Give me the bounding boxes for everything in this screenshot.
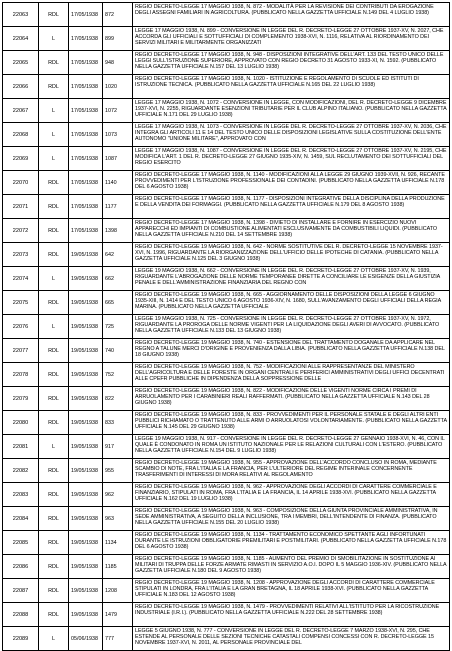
record-number-cell: 917 — [103, 435, 133, 459]
record-date-cell: 17/05/1938 — [69, 171, 103, 195]
record-type-cell: RDL — [39, 387, 69, 411]
record-type-cell: RDL — [39, 507, 69, 531]
table-row — [3, 147, 450, 171]
record-number-cell: 740 — [103, 339, 133, 363]
record-type-cell: RDL — [39, 339, 69, 363]
table-row — [3, 483, 450, 507]
record-type-cell: RDL — [39, 459, 69, 483]
record-id-cell: 22085 — [3, 531, 39, 555]
record-id-cell: 22063 — [3, 3, 39, 27]
record-id-cell: 22067 — [3, 99, 39, 123]
record-type-cell: RDL — [39, 579, 69, 603]
record-text-cell: LEGGE 19 MAGGIO 1938, N. 917 - CONVERSIONE IN LEGGE DEL R. DECRETO-LEGGE 27 GENNAIO 1938-XVI, N. 46, CON IL QUALE È CONDONATO IN ROMA UN ISTITUTO NAZIONALE PER LE RELAZIONI CULTURALI CON L'ESTERO. (PUBBLICATO NELLA GAZZETTA UFFICIALE N.154 DEL 9 LUGLIO 1938) — [133, 435, 450, 459]
record-text-cell: REGIO DECRETO-LEGGE 19 MAGGIO 1938, N. 740 - ESTENSIONE DEL TRATTAMENTO DOGANALE DA APPLICARE NEL REGNO A TALUNE MERCI D'ORIGINE E PROVENIENZA DALLA LIBIA. (PUBBLICATO NELLA GAZZETTA UFFICIALE N.138 DEL 18 GIUGNO 1938) — [133, 339, 450, 363]
record-number-cell: 1072 — [103, 99, 133, 123]
record-date-cell: 17/05/1938 — [69, 75, 103, 99]
record-date-cell: 19/05/1938 — [69, 291, 103, 315]
table-row — [3, 99, 450, 123]
table-row — [3, 267, 450, 291]
record-text-cell: REGIO DECRETO-LEGGE 19 MAGGIO 1938, N. 822 - MODIFICAZIONE DELLE VIGENTI NORME CIRCA I PREMI DI ARRUOLAMENTO PER I CARABINIERI REALI RAFFERMATI. (PUBBLICATO NELLA GAZZETTA UFFICIALE N.143 DEL 28 GIUGNO 1938) — [133, 387, 450, 411]
record-id-cell: 22077 — [3, 339, 39, 363]
table-row — [3, 531, 450, 555]
record-type-cell: RDL — [39, 75, 69, 99]
record-type-cell: RDL — [39, 51, 69, 75]
record-id-cell: 22082 — [3, 459, 39, 483]
record-id-cell: 22086 — [3, 555, 39, 579]
record-type-cell: L — [39, 267, 69, 291]
record-text-cell: REGIO DECRETO-LEGGE 17 MAGGIO 1938, N. 1020 - ISTITUZIONE E REGOLAMENTO DI SCUOLE ED ISTITUTI DI ISTRUZIONE TECNICA. (PUBBLICATO NELLA GAZZETTA UFFICIALE N.165 DEL 22 LUGLIO 1938) — [133, 75, 450, 99]
record-number-cell: 642 — [103, 243, 133, 267]
record-id-cell: 22068 — [3, 123, 39, 147]
record-date-cell: 17/05/1938 — [69, 219, 103, 243]
record-id-cell: 22069 — [3, 147, 39, 171]
record-text-cell: REGIO DECRETO-LEGGE 19 MAGGIO 1938, N. 955 - APPROVAZIONE DELL'ACCORDO CONCLUSO IN ROMA, MEDIANTE SCAMBIO DI NOTE, FRA L'ITALIA E LA FRANCIA, PER L'ULTERIORE DEL REGIME INTERINALE CONCERNENTE TRASFERIMENTI DI INTERESSI DI MORA RELATIVI AL REGOLAMENTO — [133, 459, 450, 483]
table-row — [3, 195, 450, 219]
table-row — [3, 315, 450, 339]
record-id-cell: 22087 — [3, 579, 39, 603]
table-row — [3, 243, 450, 267]
record-text-cell: REGIO DECRETO-LEGGE 17 MAGGIO 1938, N. 1398 - DIVIETO DI INSTALLARE E FORNIRE IN ESERCIZIO NUOVI APPARECCHI ED IMPIANTI DI COMBUSTIONE ALIMENTATI ESCLUSIVAMENTE DA COMBUSTIBILI LIQUIDI. (PUBBLICATO NELLA GAZZETTA UFFICIALE N.210 DEL 14 SETTEMBRE 1938) — [133, 219, 450, 243]
record-date-cell: 19/05/1938 — [69, 387, 103, 411]
table-row — [3, 435, 450, 459]
record-type-cell: L — [39, 315, 69, 339]
record-text-cell: REGIO DECRETO-LEGGE 19 MAGGIO 1938, N. 665 - AGGIORNAMENTO DELLE DISPOSIZIONI DELLA LEGGE 6 GIUGNO 1935-XIII, N. 1414 E DEL TESTO UNICO 6 AGOSTO 1936-XIV, N. 1680, SULL'AVANZAMENTO DEGLI UFFICIALI DELLA REGIA MARINA. (PUBBLICATO NELLA GAZZETTA UFFICIALE — [133, 291, 450, 315]
table-row — [3, 411, 450, 435]
record-type-cell: RDL — [39, 531, 69, 555]
record-number-cell: 963 — [103, 507, 133, 531]
record-number-cell: 899 — [103, 27, 133, 51]
record-id-cell: 22074 — [3, 267, 39, 291]
record-number-cell: 1208 — [103, 579, 133, 603]
record-date-cell: 19/05/1938 — [69, 339, 103, 363]
record-type-cell: RDL — [39, 483, 69, 507]
table-row — [3, 123, 450, 147]
record-type-cell: RDL — [39, 195, 69, 219]
record-text-cell: LEGGE 5 GIUGNO 1938, N. 777 - CONVERSIONE IN LEGGE DEL R. DECRETO-LEGGE 7 MARZO 1938-XVI, N. 295, CHE ESTENDE AL PERSONALE DELLE SEZIONI TECNICHE CATASTALI COMPENSI CONCESSI CON R. DECRETO-LEGGE 15 NOVEMBRE 1937-XVI, N. 2011, AL PERSONALE PROVINCIALE DEL — [133, 627, 450, 651]
record-number-cell: 1020 — [103, 75, 133, 99]
record-text-cell: REGIO DECRETO-LEGGE 19 MAGGIO 1938, N. 962 - APPROVAZIONE DEGLI ACCORDI DI CARATTERE COMMERCIALE E FINANZIARIO, STIPULATI IN ROMA, FRA L'ITALIA E LA FRANCIA, IL 14 APRILE 1938-XVI. (PUBBLICATO NELLA GAZZETTA UFFICIALE N.162 DEL 19 LUGLIO 1938) — [133, 483, 450, 507]
record-date-cell: 17/05/1938 — [69, 99, 103, 123]
record-number-cell: 1479 — [103, 603, 133, 627]
record-id-cell: 22080 — [3, 411, 39, 435]
record-number-cell: 662 — [103, 267, 133, 291]
table-row — [3, 459, 450, 483]
record-type-cell: RDL — [39, 291, 69, 315]
record-number-cell: 1185 — [103, 555, 133, 579]
record-date-cell: 17/05/1938 — [69, 123, 103, 147]
record-text-cell: REGIO DECRETO-LEGGE 17 MAGGIO 1938, N. 872 - MODALITÀ PER LA REVISIONE DEI CONTRIBUTI DA EROGAZIONE DEGLI ASSEGNI FAMILIARI IN AGRICOLTURA. (PUBBLICATO NELLA GAZZETTA UFFICIALE N.149 DEL 4 LUGLIO 1938) — [133, 3, 450, 27]
record-date-cell: 19/05/1938 — [69, 267, 103, 291]
record-text-cell: REGIO DECRETO-LEGGE 19 MAGGIO 1938, N. 963 - COMPOSIZIONE DELLA GIUNTA PROVINCIALE AMMINISTRATIVA, IN SEDE AMMINISTRATIVA, A SEGUITO DELLA INCLUSIONE, TRA I MEMBRI, DELL'INTENDENTE DI FINANZA. (PUBBLICATO NELLA GAZZETTA UFFICIALE N.155 DEL 20 LUGLIO 1938) — [133, 507, 450, 531]
record-text-cell: REGIO DECRETO-LEGGE 17 MAGGIO 1938, N. 948 - DISPOSIZIONI INTEGRATIVE DELL'ART. 133 DEL TESTO UNICO DELLE LEGGI SULL'ISTRUZIONE SUPERIORE, APPROVATO CON REGIO DECRETO 31 AGOSTO 1933-XI, N. 1592. (PUBBLICATO NELLA GAZZETTA UFFICIALE N.157 DEL 13 LUGLIO 1938) — [133, 51, 450, 75]
record-type-cell: RDL — [39, 363, 69, 387]
table-row — [3, 291, 450, 315]
record-number-cell: 822 — [103, 387, 133, 411]
table-row — [3, 171, 450, 195]
record-date-cell: 19/05/1938 — [69, 315, 103, 339]
record-date-cell: 19/05/1938 — [69, 483, 103, 507]
table-row — [3, 627, 450, 651]
table-row — [3, 363, 450, 387]
record-text-cell: LEGGE 17 MAGGIO 1938, N. 1073 - CONVERSIONE IN LEGGE DEL R. DECRETO-LEGGE 27 OTTOBRE 1937-XV, N. 2036, CHE INTEGRA GLI ARTICOLI 11 E 14 DEL TESTO UNICO DELLE DISPOSIZIONI LEGISLATIVE SULLA COSTITUZIONE DELL'ENTE AUTONOMO "UNIONE MILITARE", APPROVATO CON — [133, 123, 450, 147]
record-date-cell: 19/05/1938 — [69, 555, 103, 579]
record-text-cell: REGIO DECRETO-LEGGE 19 MAGGIO 1938, N. 752 - MODIFICAZIONI ALLE RAPPRESENTANZE DEL MINISTERO DELL'AGRICOLTURA E DELLE FORESTE IN ORGANI CENTRALI E PERIFERICI AMMINISTRATIVI DEGLI UFFICI DECENTRATI ALLE CPEFR PUBBLICHE IN DIPENDENZA DELLA SOPPRESSIONE DELLE — [133, 363, 450, 387]
record-text-cell: REGIO DECRETO-LEGGE 17 MAGGIO 1938, N. 1177 - DISPOSIZIONI INTEGRATIVE DELLA DISCIPLINA DELLA PRODUZIONE E DELLA VENDITA DEI FORMAGGI. (PUBBLICATO NELLA GAZZETTA UFFICIALE N.179 DEL 8 AGOSTO 1938) — [133, 195, 450, 219]
table-row — [3, 603, 450, 627]
record-number-cell: 955 — [103, 459, 133, 483]
record-type-cell: RDL — [39, 3, 69, 27]
record-date-cell: 19/05/1938 — [69, 435, 103, 459]
record-type-cell: RDL — [39, 171, 69, 195]
table-row — [3, 507, 450, 531]
table-row — [3, 51, 450, 75]
record-type-cell: L — [39, 27, 69, 51]
record-text-cell: REGIO DECRETO-LEGGE 19 MAGGIO 1938, N. 1134 - TRATTAMENTO ECONOMICO SPETTANTE AGLI INFORTUNATI DURANTE LE ISTRUZIONI OBBLIGATORIE PREMILITARI E POSTMILITARI. (PUBBLICATO NELLA GAZZETTA UFFICIALE N.178 DEL 6 AGOSTO 1938) — [133, 531, 450, 555]
record-date-cell: 17/05/1938 — [69, 27, 103, 51]
record-text-cell: REGIO DECRETO-LEGGE 19 MAGGIO 1938, N. 642 - NORME SOSTITUTIVE DEL R. DECRETO-LEGGE 15 NOVEMBRE 1937-XVI, N. 1996, RIGUARDANTE LA RIORGANIZZAZIONE DELL'UFFICIO DELLE IPOTECHE DI CATANIA. (PUBBLICATO NELLA GAZZETTA UFFICIALE N.125 DEL 3 GIUGNO 1938) — [133, 243, 450, 267]
record-id-cell: 22073 — [3, 243, 39, 267]
record-id-cell: 22081 — [3, 435, 39, 459]
record-text-cell: LEGGE 19 MAGGIO 1938, N. 725 - CONVERSIONE IN LEGGE DEL R. DECRETO-LEGGE 27 OTTOBRE 1937-XV, N. 1972, RIGUARDANTE LA PROROGA DELLE NORME VIGENTI PER LA LIQUIDAZIONE DEGLI AVERI DI AVVOCATO. (PUBBLICATO NELLA GAZZETTA UFFICIALE N.133 DEL 13 GIUGNO 1938) — [133, 315, 450, 339]
table-row — [3, 3, 450, 27]
record-date-cell: 19/05/1938 — [69, 531, 103, 555]
record-number-cell: 872 — [103, 3, 133, 27]
record-date-cell: 19/05/1938 — [69, 459, 103, 483]
record-date-cell: 19/05/1938 — [69, 579, 103, 603]
table-row — [3, 387, 450, 411]
record-text-cell: LEGGE 17 MAGGIO 1938, N. 1072 - CONVERSIONE IN LEGGE, CON MODIFICAZIONI, DEL R. DECRETO-LEGGE 9 DICEMBRE 1937-XVI, N. 2255, RIGUARDANTE ESENZIONI TRIBUTARIE PER IL CLUB ALPINO ITALIANO. (PUBBLICATO NELLA GAZZETTA UFFICIALE N.171 DEL 29 LUGLIO 1938) — [133, 99, 450, 123]
table-row — [3, 75, 450, 99]
record-text-cell: LEGGE 17 MAGGIO 1938, N. 899 - CONVERSIONE IN LEGGE DEL R. DECRETO-LEGGE 27 OTTOBRE 1937-XV, N. 2027, CHE ACCORDA GLI UFFICIALI E SOTTUFFICIALI DI COMPLEMENTO 1938-XVI, N. 1116, RELATIVA AL RIORDINAMENTO DEI SERVIZI MILITARI E MILITARMENTE ORGANIZZATI — [133, 27, 450, 51]
record-id-cell: 22089 — [3, 627, 39, 651]
record-number-cell: 725 — [103, 315, 133, 339]
record-date-cell: 17/05/1938 — [69, 3, 103, 27]
record-id-cell: 22083 — [3, 483, 39, 507]
record-text-cell: REGIO DECRETO-LEGGE 17 MAGGIO 1938, N. 1140 - MODIFICAZIONI ALLA LEGGE 29 GIUGNO 1939-XVII, N. 926, RECANTE PROVVEDIMENTI PER L'ISTRUZIONE PROFESSIONALE DEI CONTADINI. (PUBBLICATO NELLA GAZZETTA UFFICIALE N.178 DEL 6 AGOSTO 1938) — [133, 171, 450, 195]
law-index-table — [2, 2, 450, 651]
record-text-cell: REGIO DECRETO-LEGGE 19 MAGGIO 1938, N. 1479 - PROVVEDIMENTI RELATIVI ALL'ISTITUTO PER LA RICOSTRUZIONE INDUSTRIALE (I.R.I.). (PUBBLICATO NELLA GAZZETTA UFFICIALE N.222 DEL 28 SETTEMBRE 1938) — [133, 603, 450, 627]
record-number-cell: 1140 — [103, 171, 133, 195]
record-text-cell: REGIO DECRETO-LEGGE 19 MAGGIO 1938, N. 1185 - AUMENTO DEL PREMIO DI SMOBILITAZIONE IN SOSTITUZIONE AI MILITARI DI TRUPPA DELLE FORZE ARMATE RIMASTI IN SERVIZIO A.O.I. DOPO IL 5 MAGGIO 1936-XIV. (PUBBLICATO NELLA GAZZETTA UFFICIALE N.180 DEL 9 AGOSTO 1938) — [133, 555, 450, 579]
record-date-cell: 17/05/1938 — [69, 51, 103, 75]
record-date-cell: 19/05/1938 — [69, 507, 103, 531]
record-text-cell: REGIO DECRETO-LEGGE 19 MAGGIO 1938, N. 1208 - APPROVAZIONE DEGLI ACCORDI DI CARATTERE COMMERCIALE STIPULATI IN LONDRA, FRA L'ITALIA E LA GRAN BRETAGNA, IL 18 APRILE 1938-XVI. (PUBBLICATO NELLA GAZZETTA UFFICIALE N.183 DEL 12 AGOSTO 1938) — [133, 579, 450, 603]
record-id-cell: 22066 — [3, 75, 39, 99]
record-type-cell: L — [39, 627, 69, 651]
record-text-cell: LEGGE 19 MAGGIO 1938, N. 662 - CONVERSIONE IN LEGGE DEL R. DECRETO-LEGGE 27 OTTOBRE 1937-XV, N. 1939, RIGUARDANTE L'ABROGAZIONE DELLE NORME TEMPORANEE DIRETTE A CONCILIARE LE ESIGENZE DELLA GIUSTIZIA PENALE E DELL'AMMINISTRAZIONE FINANZIARIA DEL REGNO CON — [133, 267, 450, 291]
record-id-cell: 22065 — [3, 51, 39, 75]
record-number-cell: 948 — [103, 51, 133, 75]
record-number-cell: 1134 — [103, 531, 133, 555]
record-type-cell: RDL — [39, 411, 69, 435]
record-type-cell: L — [39, 123, 69, 147]
record-text-cell: LEGGE 17 MAGGIO 1938, N. 1087 - CONVERSIONE IN LEGGE DEL R. DECRETO-LEGGE 27 OTTOBRE 1937-XV, N. 2195, CHE MODIFICA L'ART. 1 DEL R. DECRETO-LEGGE 27 GIUGNO 1935-XIV, N. 1459, SUL RECLUTAMENTO DEI SOTTUFFICIALI DEL REGIO ESERCITO — [133, 147, 450, 171]
record-date-cell: 05/06/1938 — [69, 627, 103, 651]
record-number-cell: 1398 — [103, 219, 133, 243]
record-date-cell: 19/05/1938 — [69, 411, 103, 435]
record-number-cell: 833 — [103, 411, 133, 435]
record-number-cell: 1073 — [103, 123, 133, 147]
record-id-cell: 22070 — [3, 171, 39, 195]
record-date-cell: 19/05/1938 — [69, 363, 103, 387]
record-date-cell: 17/05/1938 — [69, 195, 103, 219]
table-row — [3, 27, 450, 51]
record-number-cell: 665 — [103, 291, 133, 315]
record-type-cell: RDL — [39, 219, 69, 243]
record-type-cell: RDL — [39, 555, 69, 579]
record-id-cell: 22076 — [3, 315, 39, 339]
table-row — [3, 339, 450, 363]
record-id-cell: 22078 — [3, 363, 39, 387]
record-id-cell: 22064 — [3, 27, 39, 51]
record-number-cell: 962 — [103, 483, 133, 507]
record-id-cell: 22079 — [3, 387, 39, 411]
table-row — [3, 579, 450, 603]
record-type-cell: L — [39, 147, 69, 171]
record-id-cell: 22075 — [3, 291, 39, 315]
record-date-cell: 19/05/1938 — [69, 603, 103, 627]
record-id-cell: 22084 — [3, 507, 39, 531]
record-number-cell: 752 — [103, 363, 133, 387]
table-row — [3, 219, 450, 243]
record-type-cell: RDL — [39, 243, 69, 267]
table-row — [3, 555, 450, 579]
record-date-cell: 19/05/1938 — [69, 243, 103, 267]
record-id-cell: 22088 — [3, 603, 39, 627]
record-number-cell: 777 — [103, 627, 133, 651]
record-type-cell: RDL — [39, 603, 69, 627]
record-id-cell: 22072 — [3, 219, 39, 243]
record-number-cell: 1087 — [103, 147, 133, 171]
record-type-cell: L — [39, 435, 69, 459]
record-text-cell: REGIO DECRETO-LEGGE 19 MAGGIO 1938, N. 833 - PROVVEDIMENTI PER IL PERSONALE STATALE E DEGLI ALTRI ENTI PUBBLICI RICHIAMATO O TRATTENUTO ALLE ARMI O ARRUOLATOSI VOLONTARIAMENTE. (PUBBLICATO NELLA GAZZETTA UFFICIALE N.145 DEL 29 GIUGNO 1938) — [133, 411, 450, 435]
record-id-cell: 22071 — [3, 195, 39, 219]
record-type-cell: L — [39, 99, 69, 123]
record-number-cell: 1177 — [103, 195, 133, 219]
record-date-cell: 17/05/1938 — [69, 147, 103, 171]
